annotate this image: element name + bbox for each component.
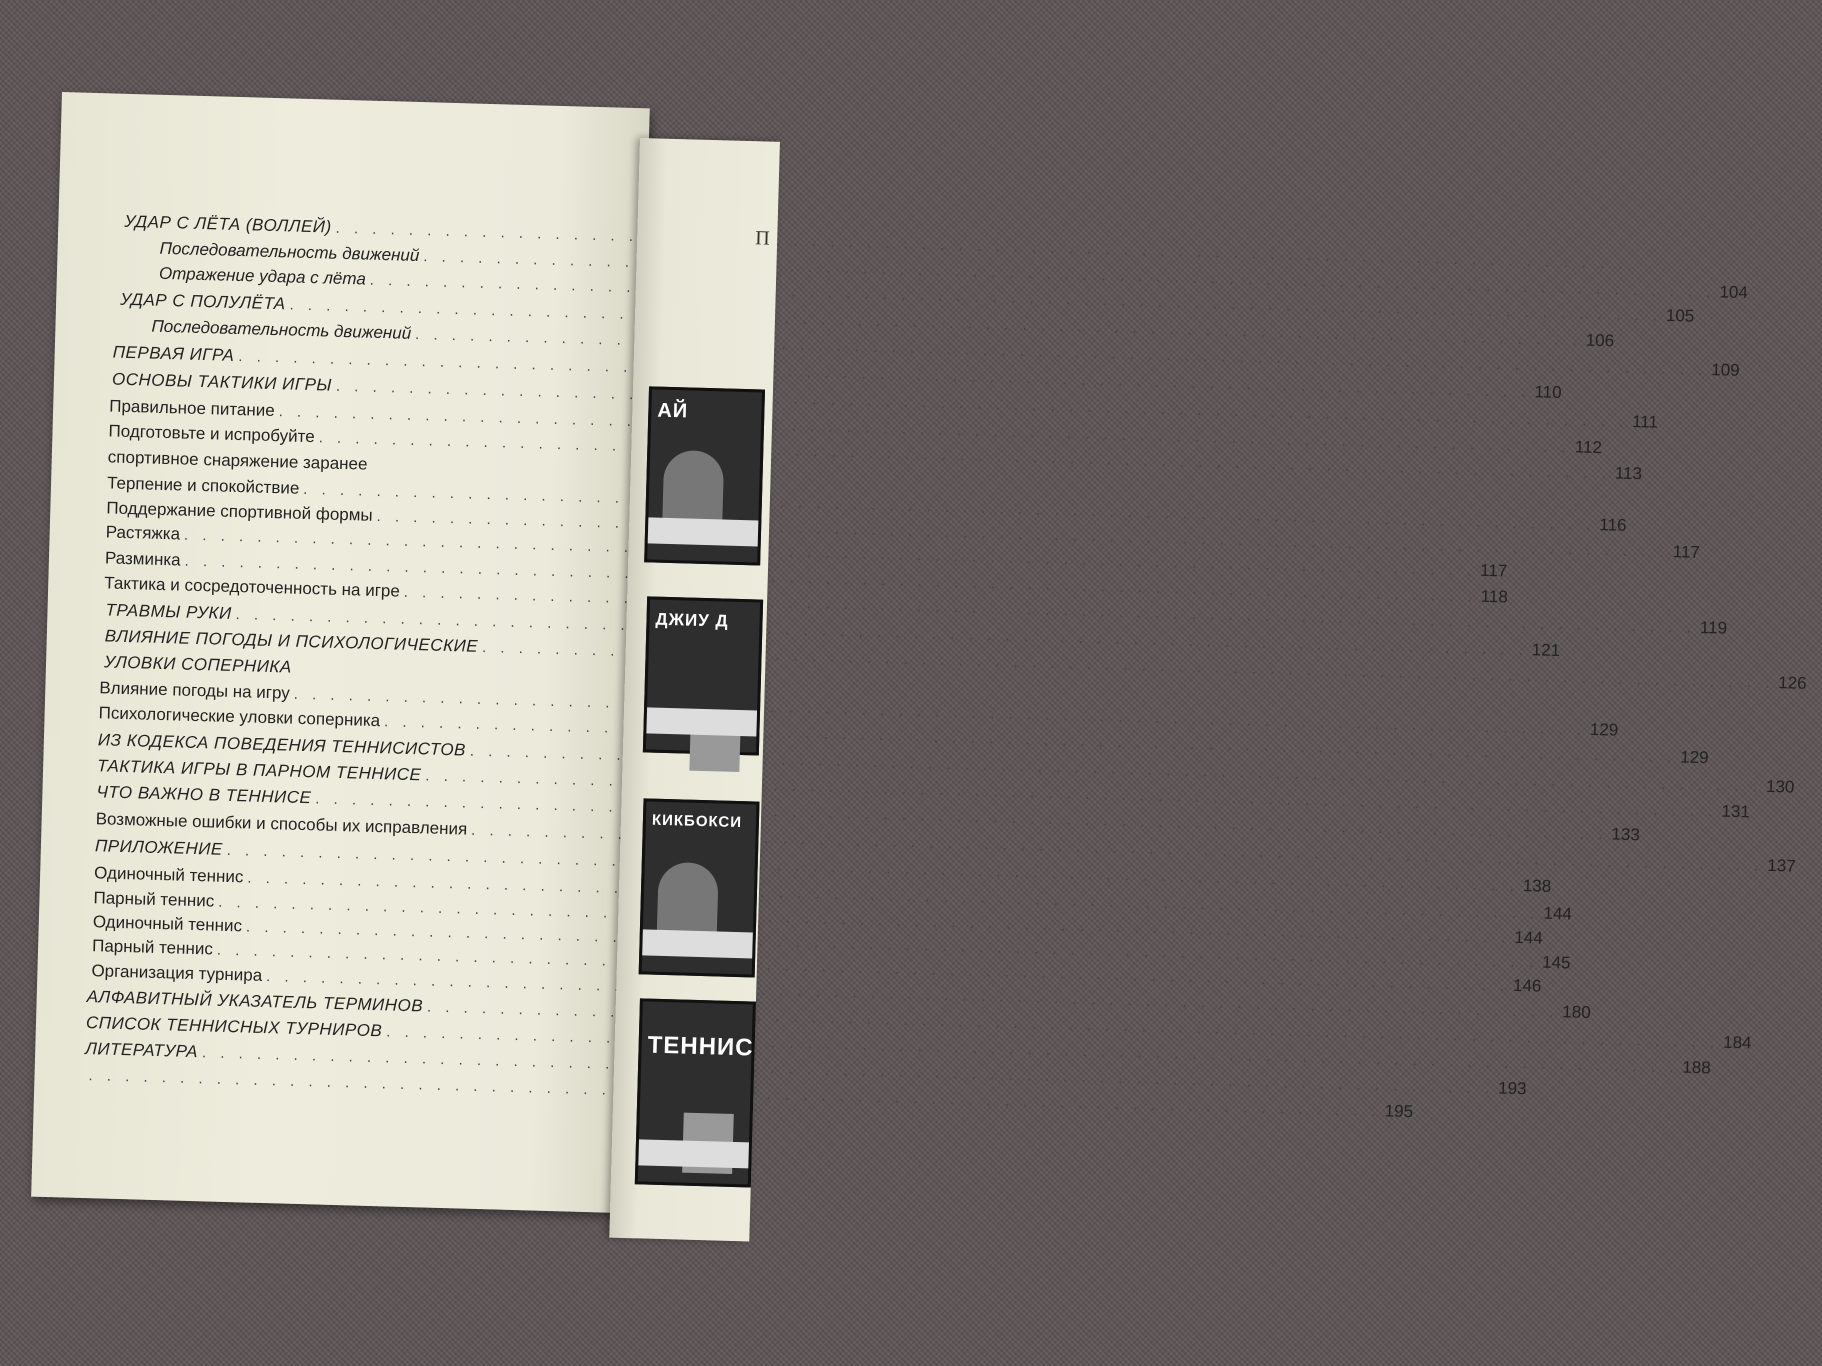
toc-page-number: 180 — [1562, 1002, 1591, 1023]
toc-entry-title: Одиночный теннис — [93, 863, 244, 887]
toc-page-number: 119 — [1699, 617, 1728, 638]
toc-page-number: 129 — [1589, 719, 1619, 740]
toc-page-number: 110 — [1534, 382, 1562, 402]
toc-entry-title: Отражение удара с лёта — [158, 263, 367, 289]
toc-page-number: 118 — [1480, 586, 1509, 607]
toc-entry-title: ПРИЛОЖЕНИЕ — [94, 836, 224, 859]
toc-entry-title: ЧТО ВАЖНО В ТЕННИСЕ — [96, 782, 312, 808]
toc-entry-title: ВЛИЯНИЕ ПОГОДЫ И ПСИХОЛОГИЧЕСКИЕ — [104, 626, 479, 656]
toc-page-number: 137 — [1767, 855, 1796, 876]
toc-entry-title: Организация турнира — [91, 961, 263, 985]
toc-page-number: 104 — [1719, 282, 1749, 303]
toc-entry-title: ПЕРВАЯ ИГРА — [112, 342, 235, 365]
toc-entry-title: ОСНОВЫ ТАКТИКИ ИГРЫ — [111, 369, 333, 395]
toc-entry-title: Влияние погоды на игру — [99, 678, 291, 703]
toc-entry-title: Поддержание спортивной формы — [106, 498, 373, 525]
toc-entry-title: СПИСОК ТЕННИСНЫХ ТУРНИРОВ — [85, 1013, 383, 1041]
toc-page-number: 193 — [1497, 1078, 1527, 1099]
toc-page-number: 111 — [1631, 411, 1659, 432]
toc-entry-title: ТАКТИКА ИГРЫ В ПАРНОМ ТЕННИСЕ — [96, 756, 422, 785]
toc-page-number: 116 — [1599, 515, 1627, 535]
toc-entry-title: Растяжка — [105, 522, 181, 544]
book-title: АЙ — [657, 399, 689, 423]
toc-page-number: 113 — [1614, 463, 1643, 484]
toc-page-number: 195 — [1384, 1101, 1414, 1122]
toc-page-number: 121 — [1531, 640, 1561, 661]
toc-page-number: 138 — [1522, 876, 1552, 896]
toc-page-number: 106 — [1585, 330, 1615, 351]
toc-entry-title: УДАР С ЛЁТА (ВОЛЛЕЙ) — [124, 211, 332, 237]
book-title: ТЕННИС — [647, 1031, 754, 1062]
toc-entry-title: Терпение и спокойствие — [106, 473, 300, 498]
toc-page-number: 184 — [1722, 1032, 1752, 1053]
toc-entry-continuation: спортивное снаряжение заранее — [107, 447, 368, 474]
toc-entry-title: Тактика и сосредоточенность на игре — [104, 573, 401, 601]
toc-entry-title: Последовательность движений — [159, 238, 420, 266]
right-page-letter: П — [754, 227, 771, 250]
toc-entry-title: Возможные ошибки и способы их исправления — [95, 809, 468, 839]
toc-page-number: 112 — [1574, 437, 1603, 458]
toc-entry-title: Подготовьте и испробуйте — [108, 421, 315, 447]
toc-entry-title: ИЗ КОДЕКСА ПОВЕДЕНИЯ ТЕННИСИСТОВ — [97, 730, 467, 760]
toc-page-number: 117 — [1479, 560, 1508, 581]
toc-entry-title: Парный теннис — [93, 888, 215, 911]
toc-page-number: 133 — [1611, 824, 1641, 845]
toc-page-number: 126 — [1777, 673, 1807, 693]
toc-page-number: 188 — [1682, 1057, 1712, 1078]
toc-page-number: 144 — [1514, 927, 1543, 948]
toc-page-number: 117 — [1672, 542, 1701, 562]
book-title: ДЖИУ Д — [655, 609, 729, 631]
book-cover-2 — [643, 596, 763, 755]
toc-page-number: 109 — [1711, 360, 1740, 380]
book-cover-3 — [639, 798, 760, 977]
toc-entry-title: Парный теннис — [91, 936, 214, 959]
toc-entry-title: Последовательность движений — [151, 316, 412, 343]
book-title: КИКБОКСИ — [651, 811, 743, 832]
book-cover-4 — [635, 998, 756, 1187]
book-cover-1 — [644, 386, 765, 565]
toc-page-number: 145 — [1541, 952, 1571, 973]
toc-entry-title: Разминка — [104, 548, 181, 570]
toc-page-number: 144 — [1543, 903, 1573, 924]
toc-page-number: 129 — [1680, 747, 1709, 768]
toc-entry-title: Правильное питание — [108, 396, 276, 421]
toc-entry-title: Психологические уловки соперника — [98, 703, 381, 731]
toc-entry-title: ТРАВМЫ РУКИ — [105, 600, 232, 623]
toc-entry-title: АЛФАВИТНЫЙ УКАЗАТЕЛЬ ТЕРМИНОВ — [86, 987, 424, 1016]
toc-entry-title: Одиночный теннис — [92, 912, 243, 936]
toc-page-number: 130 — [1765, 776, 1795, 797]
toc-entry-title: УДАР С ПОЛУЛЁТА — [119, 289, 286, 314]
toc-entry-title: ЛИТЕРАТУРА — [85, 1039, 199, 1062]
toc-page-number: 131 — [1721, 801, 1751, 822]
toc-page-number: 105 — [1665, 305, 1695, 326]
toc-entry-continuation: УЛОВКИ СОПЕРНИКА — [103, 652, 293, 677]
toc-page-number: 146 — [1512, 975, 1542, 996]
